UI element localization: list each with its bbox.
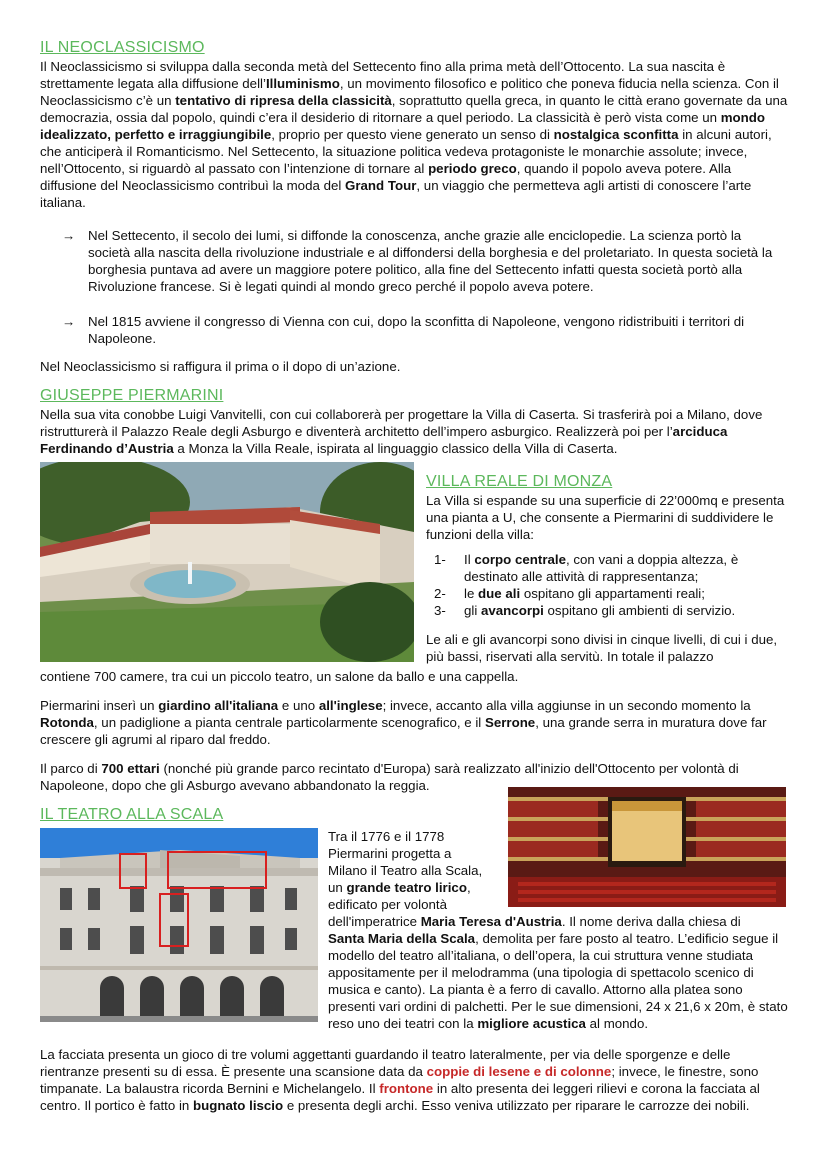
- arrow-icon: →: [62, 314, 76, 329]
- section-title-piermarini: GIUSEPPE PIERMARINI: [40, 387, 224, 404]
- list-item: 1- Il corpo centrale, con vani a doppia altezza, è destinato alle attività di rappresentanza;: [434, 552, 739, 584]
- section-neoclassicismo: [40, 38, 790, 211]
- bullet-text: Nel Settecento, il secolo dei lumi, si diffonde la conoscenza, anche grazie alle enciclopedie. La scienza portò la società alla nascita della rivoluzione industriale e al diffondersi della borghesia e del proletariato. In questa società la borghesia puntava ad avere un maggiore potere politico, alla fine del Settecento infatti questa società portò alla Rivoluzione francese. Si è legati quindi al mondo greco perché il popolo aveva potere.: [88, 228, 773, 294]
- villa-levels-text: Le ali e gli avancorpi sono divisi in cinque livelli, di cui i due, più bassi, riservati alla servitù. In totale il palazzo: [426, 632, 778, 664]
- list-item: 3- gli avancorpi ospitano gli ambienti di servizio.: [434, 603, 736, 618]
- neoclassicismo-paragraph: Il Neoclassicismo si sviluppa dalla seconda metà del Settecento fino alla prima metà dell’Ottocento. La sua nascita è strettamente legata alla diffusione dell’Illuminismo, un movimento filosofico e politico che poneva fiducia nella scienza. Con il Neoclassicismo c’è un tentativo di ripresa della classicità, soprattutto quella greca, in quanto le città erano governate da una democrazia, ossia dal popolo, quindi c’era il desiderio di ritornare a quel periodo. La classicità è però vista come un mondo idealizzato, perfetto e irraggiungibile, proprio per questo viene generato un senso di nostalgica sconfitta in alcuni autori, che anticiperà il Romanticismo. Nel Settecento, la situazione politica vedeva protagoniste le monarchie assolute; invece, nell’Ottocento, si riguardò al passato con l’intenzione di tornare al periodo greco, quando il popolo aveva potere. Alla diffusione del Neoclassicismo contribuì la moda del Grand Tour, un viaggio che permetteva agli artisti di conoscere l’arte italiana.: [40, 59, 788, 210]
- villa-rooms-line: contiene 700 camere, tra cui un piccolo teatro, un salone da ballo e una cappella.: [40, 669, 519, 684]
- villa-gardens-paragraph: Piermarini inserì un giardino all'italiana e uno all'inglese; invece, accanto alla villa aggiunse in un secondo momento la Rotonda, un padiglione a pianta centrale particolarmente scenografico, e il Serrone, una grande serra in muratura dove far crescere gli agrumi al riparo dal freddo.: [40, 698, 767, 747]
- scala-description: dell'imperatrice Maria Teresa d'Austria. Il nome deriva dalla chiesa di Santa Maria della Scala, demolita per fare posto al teatro. L’edificio segue il modello del teatro all’italiana, o dell’opera, la cui struttura venne studiata appositamente per il melodramma (una tipologia di spettacolo scenico di musica e canto). La pianta è a ferro di cavallo. Attorno alla platea sono presenti vari ordini di palchetti. Per le sue dimensioni, 24 x 21,6 x 20m, è stato reso uno dei teatri con la migliore acustica al mondo.: [328, 914, 788, 1031]
- scala-facade-paragraph: La facciata presenta un gioco di tre volumi aggettanti guardando il teatro lateralmente, per via delle sporgenze e delle rientranze presenti su di essa. È presente una scansione data da coppie di lesene e di colonne; invece, le finestre, sono timpanate. La balaustra ricorda Bernini e Michelangelo. Il frontone in alto presenta dei leggeri rilievi e corona la facciata al centro. Il portico è fatto in bugnato liscio e presenta degli archi. Esso veniva utilizzato per riparare le carrozze dei nobili.: [40, 1047, 760, 1113]
- bullet-congresso-vienna: [62, 313, 782, 347]
- section-title-villa-reale: VILLA REALE DI MONZA: [426, 473, 613, 490]
- section-scala-header: [40, 805, 223, 825]
- piermarini-paragraph: Nella sua vita conobbe Luigi Vanvitelli, con cui collaborerà per progettare la Villa di Caserta. Si trasferirà poi a Milano, dove ristrutturerà il Palazzo Reale degli Asburgo e diventerà architetto dell’impero asburgico. Realizzerà poi per l’arciduca Ferdinando d’Austria a Monza la Villa Reale, ispirata al linguaggio classico della Villa di Caserta.: [40, 407, 763, 456]
- villa-reale-photo: [40, 462, 414, 662]
- section-title-neoclassicismo: IL NEOCLASSICISMO: [40, 39, 205, 56]
- list-item: 2- le due ali ospitano gli appartamenti reali;: [434, 586, 705, 601]
- bullet-settecento: [62, 227, 782, 295]
- scala-interior-photo: [508, 787, 786, 907]
- section-villa-reale: [426, 472, 792, 665]
- arrow-icon: →: [62, 228, 76, 243]
- scala-facade-photo: [40, 828, 318, 1022]
- section-piermarini: [40, 386, 790, 457]
- neoclassicismo-closing: Nel Neoclassicismo si raffigura il prima o il dopo di un’azione.: [40, 359, 401, 374]
- villa-park-paragraph: Il parco di 700 ettari (nonché più grande parco recintato d'Europa) sarà realizzato all'inizio dell'Ottocento per volontà di Napoleone, dopo che gli Asburgo avevano abbandonato la reggia.: [40, 761, 739, 793]
- villa-intro: La Villa si espande su una superficie di 22’000mq e presenta una pianta a U, che consente a Piermarini di suddividere le funzioni della villa:: [426, 493, 785, 542]
- villa-functions-list: [426, 551, 792, 619]
- bullet-text: Nel 1815 avviene il congresso di Vienna con cui, dopo la sconfitta di Napoleone, vengono ridistribuiti i territori di Napoleone.: [88, 314, 745, 346]
- scala-intro-lines: Tra il 1776 e il 1778 Piermarini progetta a Milano il Teatro alla Scala, un grande teatro lirico, edificato per volontà: [328, 829, 483, 912]
- section-title-scala: IL TEATRO ALLA SCALA: [40, 806, 224, 823]
